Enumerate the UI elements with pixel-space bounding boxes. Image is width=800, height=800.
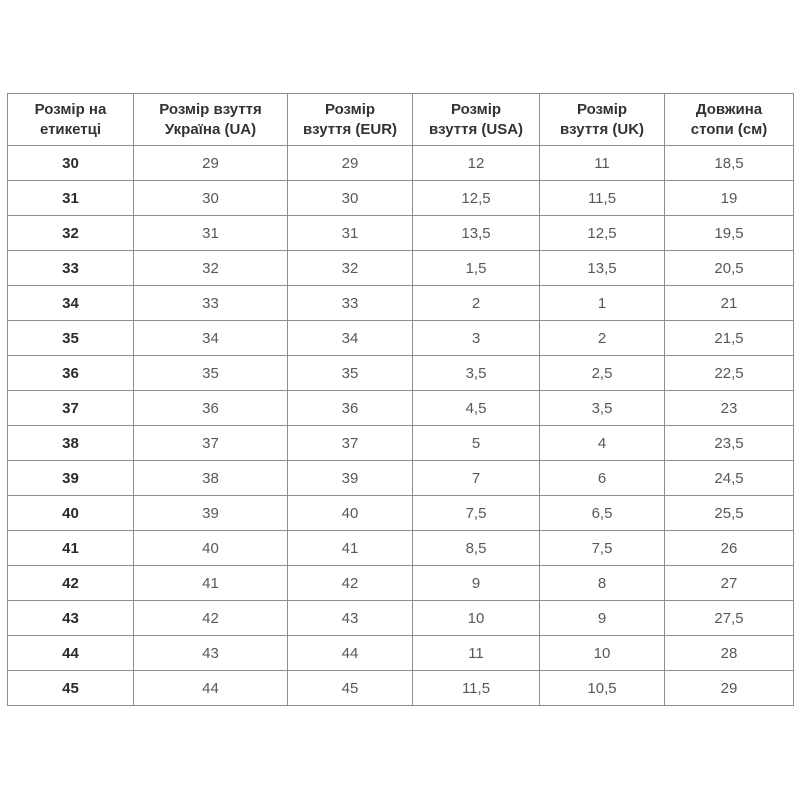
eur-size-cell: 35 xyxy=(288,356,413,391)
uk-size-cell: 11,5 xyxy=(540,181,665,216)
foot-length-cell: 23 xyxy=(665,391,794,426)
eur-size-cell: 43 xyxy=(288,601,413,636)
ua-size-cell: 41 xyxy=(134,566,288,601)
ua-size-cell: 42 xyxy=(134,601,288,636)
column-header-line: стопи (см) xyxy=(690,120,768,138)
uk-size-cell: 13,5 xyxy=(540,251,665,286)
ua-size-cell: 36 xyxy=(134,391,288,426)
eur-size-cell: 33 xyxy=(288,286,413,321)
foot-length-cell: 28 xyxy=(665,636,794,671)
uk-size-cell: 9 xyxy=(540,601,665,636)
table-header xyxy=(8,94,794,146)
eur-size-cell: 29 xyxy=(288,146,413,181)
usa-size-cell: 3 xyxy=(413,321,540,356)
table-row xyxy=(8,636,794,671)
uk-size-cell: 2,5 xyxy=(540,356,665,391)
ua-size-cell: 32 xyxy=(134,251,288,286)
foot-length-cell: 19,5 xyxy=(665,216,794,251)
usa-size-cell: 11,5 xyxy=(413,671,540,706)
table-body xyxy=(8,146,794,706)
uk-size-cell: 7,5 xyxy=(540,531,665,566)
uk-size-cell: 12,5 xyxy=(540,216,665,251)
usa-size-cell: 10 xyxy=(413,601,540,636)
uk-size-cell: 11 xyxy=(540,146,665,181)
uk-size-cell: 6 xyxy=(540,461,665,496)
label-size-cell: 32 xyxy=(8,216,134,251)
usa-size-cell: 12,5 xyxy=(413,181,540,216)
usa-size-cell: 13,5 xyxy=(413,216,540,251)
uk-size-cell: 6,5 xyxy=(540,496,665,531)
label-size-cell: 43 xyxy=(8,601,134,636)
eur-size-cell: 37 xyxy=(288,426,413,461)
label-size-cell: 34 xyxy=(8,286,134,321)
foot-length-cell: 21 xyxy=(665,286,794,321)
table-row xyxy=(8,216,794,251)
table-row xyxy=(8,251,794,286)
label-size-cell: 33 xyxy=(8,251,134,286)
table-row xyxy=(8,391,794,426)
ua-size-cell: 38 xyxy=(134,461,288,496)
foot-length-cell: 25,5 xyxy=(665,496,794,531)
label-size-cell: 41 xyxy=(8,531,134,566)
usa-size-cell: 3,5 xyxy=(413,356,540,391)
usa-size-cell: 2 xyxy=(413,286,540,321)
table-row xyxy=(8,461,794,496)
label-size-cell: 35 xyxy=(8,321,134,356)
usa-size-cell: 7,5 xyxy=(413,496,540,531)
usa-size-cell: 11 xyxy=(413,636,540,671)
usa-size-cell: 1,5 xyxy=(413,251,540,286)
table-row xyxy=(8,531,794,566)
uk-size-cell: 8 xyxy=(540,566,665,601)
column-header-line: Довжина xyxy=(695,100,763,118)
eur-size-cell: 44 xyxy=(288,636,413,671)
table-row xyxy=(8,321,794,356)
foot-length-cell: 27 xyxy=(665,566,794,601)
column-header-ua-size xyxy=(134,94,288,146)
foot-length-cell: 20,5 xyxy=(665,251,794,286)
label-size-cell: 42 xyxy=(8,566,134,601)
usa-size-cell: 7 xyxy=(413,461,540,496)
foot-length-cell: 18,5 xyxy=(665,146,794,181)
eur-size-cell: 30 xyxy=(288,181,413,216)
uk-size-cell: 10 xyxy=(540,636,665,671)
eur-size-cell: 31 xyxy=(288,216,413,251)
shoe-size-conversion-table xyxy=(7,93,794,706)
column-header-label-size xyxy=(8,94,134,146)
usa-size-cell: 4,5 xyxy=(413,391,540,426)
foot-length-cell: 22,5 xyxy=(665,356,794,391)
ua-size-cell: 37 xyxy=(134,426,288,461)
column-header-line: етикетці xyxy=(39,120,102,138)
label-size-cell: 36 xyxy=(8,356,134,391)
uk-size-cell: 4 xyxy=(540,426,665,461)
column-header-line: Розмір на xyxy=(34,100,107,118)
ua-size-cell: 40 xyxy=(134,531,288,566)
column-header-line: взуття (EUR) xyxy=(302,120,398,138)
foot-length-cell: 29 xyxy=(665,671,794,706)
ua-size-cell: 31 xyxy=(134,216,288,251)
ua-size-cell: 30 xyxy=(134,181,288,216)
ua-size-cell: 35 xyxy=(134,356,288,391)
uk-size-cell: 3,5 xyxy=(540,391,665,426)
usa-size-cell: 5 xyxy=(413,426,540,461)
table-row xyxy=(8,356,794,391)
column-header-usa-size xyxy=(413,94,540,146)
foot-length-cell: 23,5 xyxy=(665,426,794,461)
label-size-cell: 38 xyxy=(8,426,134,461)
label-size-cell: 44 xyxy=(8,636,134,671)
usa-size-cell: 9 xyxy=(413,566,540,601)
ua-size-cell: 33 xyxy=(134,286,288,321)
column-header-line: Розмір xyxy=(576,100,628,118)
label-size-cell: 37 xyxy=(8,391,134,426)
ua-size-cell: 29 xyxy=(134,146,288,181)
eur-size-cell: 34 xyxy=(288,321,413,356)
uk-size-cell: 1 xyxy=(540,286,665,321)
usa-size-cell: 12 xyxy=(413,146,540,181)
label-size-cell: 40 xyxy=(8,496,134,531)
table-row xyxy=(8,671,794,706)
ua-size-cell: 43 xyxy=(134,636,288,671)
foot-length-cell: 19 xyxy=(665,181,794,216)
table-row xyxy=(8,496,794,531)
column-header-line: Розмір xyxy=(324,100,376,118)
header-row xyxy=(8,94,794,146)
label-size-cell: 45 xyxy=(8,671,134,706)
table-row xyxy=(8,566,794,601)
ua-size-cell: 34 xyxy=(134,321,288,356)
eur-size-cell: 40 xyxy=(288,496,413,531)
column-header-foot-length xyxy=(665,94,794,146)
column-header-line: Україна (UA) xyxy=(164,120,257,138)
column-header-line: взуття (UK) xyxy=(559,120,645,138)
column-header-line: взуття (USA) xyxy=(428,120,524,138)
ua-size-cell: 44 xyxy=(134,671,288,706)
table-row xyxy=(8,601,794,636)
column-header-line: Розмір взуття xyxy=(159,100,262,118)
label-size-cell: 30 xyxy=(8,146,134,181)
table-row xyxy=(8,146,794,181)
column-header-line: Розмір xyxy=(450,100,502,118)
eur-size-cell: 39 xyxy=(288,461,413,496)
eur-size-cell: 32 xyxy=(288,251,413,286)
table-row xyxy=(8,426,794,461)
uk-size-cell: 10,5 xyxy=(540,671,665,706)
uk-size-cell: 2 xyxy=(540,321,665,356)
foot-length-cell: 27,5 xyxy=(665,601,794,636)
table-row xyxy=(8,181,794,216)
label-size-cell: 39 xyxy=(8,461,134,496)
foot-length-cell: 26 xyxy=(665,531,794,566)
eur-size-cell: 36 xyxy=(288,391,413,426)
ua-size-cell: 39 xyxy=(134,496,288,531)
eur-size-cell: 42 xyxy=(288,566,413,601)
foot-length-cell: 21,5 xyxy=(665,321,794,356)
eur-size-cell: 41 xyxy=(288,531,413,566)
foot-length-cell: 24,5 xyxy=(665,461,794,496)
column-header-uk-size xyxy=(540,94,665,146)
usa-size-cell: 8,5 xyxy=(413,531,540,566)
eur-size-cell: 45 xyxy=(288,671,413,706)
label-size-cell: 31 xyxy=(8,181,134,216)
table-row xyxy=(8,286,794,321)
column-header-eur-size xyxy=(288,94,413,146)
